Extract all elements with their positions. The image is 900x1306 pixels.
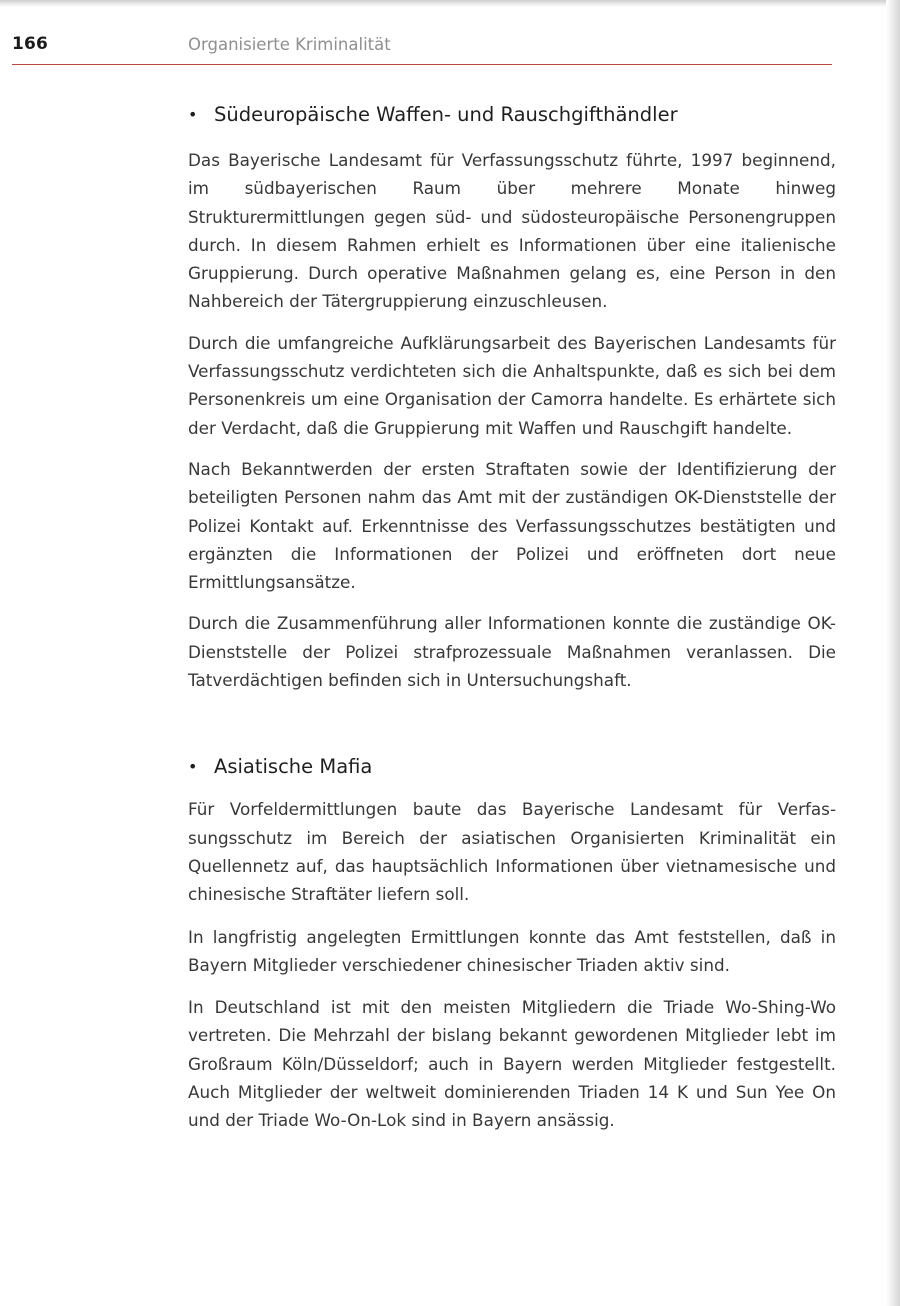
page-number: 166 [12,34,49,54]
paragraph: Nach Bekanntwerden der ersten Straftaten sowie der Identifizierung der beteiligten Personen nahm das Amt mit der zuständigen OK-Dienststelle der Polizei Kontakt auf. Erkenntnisse des Verfassungsschutzes bestätigten und ergänzten die Informationen der Polizei und eröffneten dort neue Ermittlungsansätze. [188,458,836,593]
paragraph: Für Vorfeldermittlungen baute das Bayerische Landesamt für Verfassungsschutz im Bereich der asiatischen Organisierten Kriminalität ein Quellennetz auf, das hauptsächlich Informationen über vietnamesische und chinesische Straftäter liefern soll. [188,799,836,905]
paragraph: Durch die Zusammenführung aller Informationen konnte die zuständige OK-Dienststelle der Polizei strafprozessuale Maßnahmen veranlassen. Die Tatverdächtigen befinden sich in Untersuchungshaft. [188,613,836,691]
paragraph: In langfristig angelegten Ermittlungen konnte das Amt feststellen, daß in Bayern Mitglieder verschiedener chinesischer Triaden aktiv sind. [188,926,836,975]
paragraph: Durch die umfangreiche Aufklärungsarbeit des Bayerischen Landesamts für Verfassungsschutz verdichteten sich die Anhaltspunkte, daß es sich bei dem Personenkreis um eine Organisation der Camorra handelte. Es erhärtete sich der Verdacht, daß die Gruppierung mit Waffen und Rauschgift handelte. [188,332,836,438]
section-waffen-rauschgift [188,100,836,694]
section-asiatische-mafia [188,752,836,1134]
section-heading [188,752,836,782]
page-content [188,100,836,1149]
section-heading [188,100,836,130]
bullet-point: • [188,105,198,124]
paragraph: In Deutschland ist mit den meisten Mitgliedern die Triade Wo-Shing-Wo vertreten. Die Mehrzahl der bislang bekannt gewordenen Mitglieder lebt im Großraum Köln/Düsseldorf; auch in Bayern werden Mitglieder festgestellt. Auch Mitglieder der weltweit dominierenden Triaden 14 K und Sun Yee On und der Triade Wo-On-Lok sind in Bayern ansässig. [188,997,836,1131]
section-title: Südeuropäische Waffen- und Rauschgifthändler [214,103,678,126]
page-top-shadow [0,0,900,7]
page-header [12,30,832,65]
page-right-shadow [886,0,900,1306]
running-head: Organisierte Kriminalität [188,35,391,54]
bullet-point: • [188,757,198,777]
paragraph: Das Bayerische Landesamt für Verfassungsschutz führte, 1997 beginnend, im südbayerischen Raum über mehrere Monate hinweg Strukturermittlungen gegen süd- und südosteuropäische Personengruppen durch. In diesem Rahmen erhielt es Informationen über eine italienische Gruppierung. Durch operative Maßnahmen gelang es, eine Person in den Nahbereich der Tätergruppierung einzuschleusen. [188,150,836,312]
section-title: Asiatische Mafia [214,755,373,779]
